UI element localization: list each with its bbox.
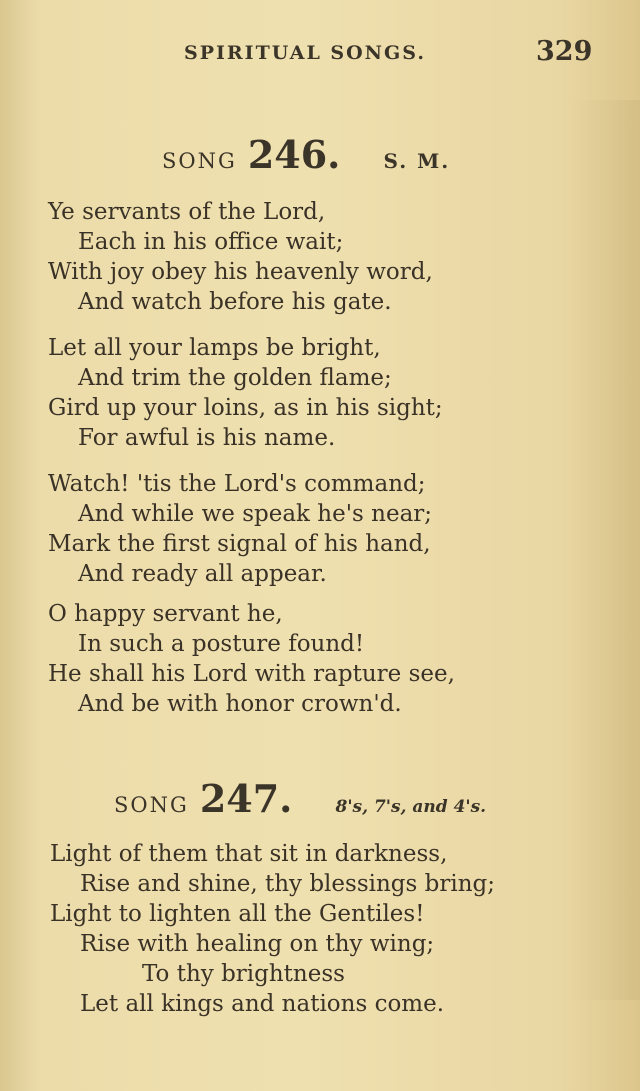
verse-line: In such a posture found!	[78, 631, 365, 657]
verse-line: Rise with healing on thy wing;	[80, 931, 435, 957]
verse-line: And watch before his gate.	[78, 289, 392, 315]
song-246-heading	[162, 132, 450, 177]
song-meter: S. M.	[383, 149, 451, 173]
song-247-heading	[114, 776, 486, 821]
verse-line: Let all kings and nations come.	[80, 991, 445, 1017]
verse-line: He shall his Lord with rapture see,	[48, 661, 455, 687]
verse-line: Light to lighten all the Gentiles!	[50, 901, 425, 927]
verse-line: Rise and shine, thy blessings bring;	[80, 871, 495, 897]
verse-line: And be with honor crown'd.	[78, 691, 402, 717]
verse-line: Each in his office wait;	[78, 229, 344, 255]
verse-line: Light of them that sit in darkness,	[50, 841, 448, 867]
verse-line: And trim the golden flame;	[78, 365, 392, 391]
verse-line: Gird up your loins, as in his sight;	[48, 395, 443, 421]
page-number: 329	[536, 36, 593, 67]
song-meter: 8's, 7's, and 4's.	[335, 797, 487, 817]
verse-line: Mark the first signal of his hand,	[48, 531, 431, 557]
song-number: 246.	[247, 132, 341, 177]
verse-line: For awful is his name.	[78, 425, 336, 451]
song-word: SONG	[162, 149, 237, 173]
verse-line: And ready all appear.	[78, 561, 327, 587]
verse-line: Ye servants of the Lord,	[48, 199, 326, 225]
verse-line: And while we speak he's near;	[78, 501, 433, 527]
verse-line: With joy obey his heavenly word,	[48, 259, 433, 285]
page-bleed-through	[570, 100, 640, 1000]
verse-line: To thy brightness	[142, 961, 345, 987]
song-word: SONG	[114, 793, 189, 817]
running-head: SPIRITUAL SONGS.	[184, 42, 426, 64]
verse-line: Let all your lamps be bright,	[48, 335, 381, 361]
verse-line: Watch! 'tis the Lord's command;	[48, 471, 426, 497]
song-number: 247.	[199, 776, 293, 821]
verse-line: O happy servant he,	[48, 601, 283, 627]
